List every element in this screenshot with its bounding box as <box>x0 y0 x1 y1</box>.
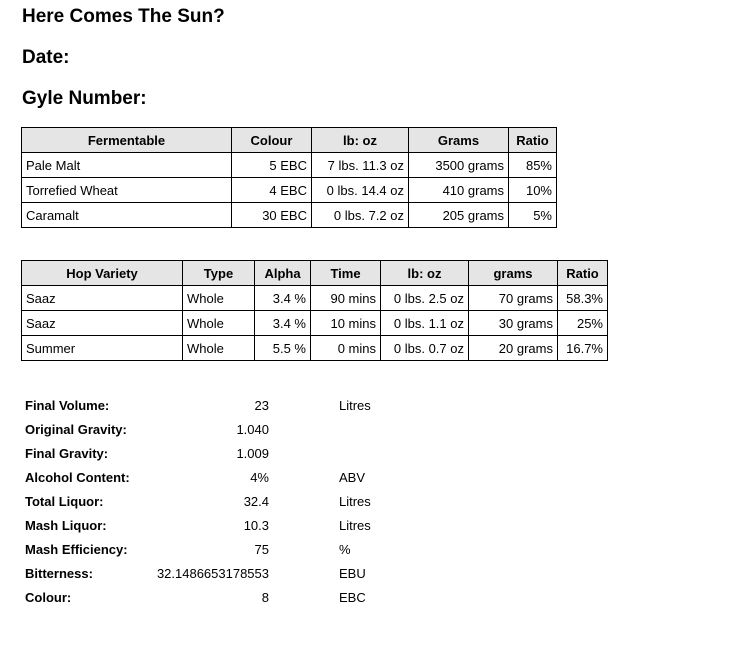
summary-row <box>21 393 375 417</box>
summary-label: Final Gravity: <box>25 445 109 461</box>
summary-row <box>21 537 375 561</box>
summary-row <box>21 441 375 465</box>
fermentable-name: Pale Malt <box>22 153 232 178</box>
table-row <box>22 336 608 361</box>
table-row <box>22 178 557 203</box>
col-lb-oz: lb: oz <box>381 261 469 286</box>
hop-time: 10 mins <box>311 311 381 336</box>
gyle-number-label: Gyle Number: <box>22 88 147 109</box>
col-fermentable: Fermentable <box>22 128 232 153</box>
fermentable-name: Caramalt <box>22 203 232 228</box>
summary-value: 23 <box>254 397 269 413</box>
summary-label: Alcohol Content: <box>25 469 130 485</box>
hop-lb-oz: 0 lbs. 0.7 oz <box>381 336 469 361</box>
hop-ratio: 58.3% <box>558 286 608 311</box>
summary-label: Mash Efficiency: <box>25 541 128 557</box>
table-row <box>22 286 608 311</box>
table-row <box>22 203 557 228</box>
hop-time: 90 mins <box>311 286 381 311</box>
fermentable-ratio: 85% <box>509 153 557 178</box>
summary-unit: Litres <box>339 493 371 509</box>
summary-value: 32.1486653178553 <box>156 565 269 581</box>
col-grams: grams <box>469 261 558 286</box>
hops-header-row <box>22 261 608 286</box>
summary-unit: EBC <box>339 589 366 605</box>
fermentables-table <box>21 127 557 228</box>
fermentable-lb-oz: 0 lbs. 14.4 oz <box>312 178 409 203</box>
summary-label: Original Gravity: <box>25 421 127 437</box>
hop-alpha: 3.4 % <box>255 311 311 336</box>
fermentables-header-row <box>22 128 557 153</box>
hop-lb-oz: 0 lbs. 2.5 oz <box>381 286 469 311</box>
table-row <box>22 153 557 178</box>
fermentable-grams: 205 grams <box>409 203 509 228</box>
summary-label: Final Volume: <box>25 397 110 413</box>
hop-time: 0 mins <box>311 336 381 361</box>
summary-label: Bitterness: <box>25 565 93 581</box>
hop-lb-oz: 0 lbs. 1.1 oz <box>381 311 469 336</box>
hop-variety: Saaz <box>22 286 183 311</box>
hop-ratio: 16.7% <box>558 336 608 361</box>
col-time: Time <box>311 261 381 286</box>
hop-alpha: 3.4 % <box>255 286 311 311</box>
summary-unit: ABV <box>339 469 366 485</box>
col-grams: Grams <box>409 128 509 153</box>
fermentable-name: Torrefied Wheat <box>22 178 232 203</box>
col-hop-variety: Hop Variety <box>22 261 183 286</box>
summary-row <box>21 465 375 489</box>
hop-variety: Summer <box>22 336 183 361</box>
hop-type: Whole <box>183 311 255 336</box>
summary-value: 8 <box>261 589 269 605</box>
hop-grams: 70 grams <box>469 286 558 311</box>
hop-grams: 20 grams <box>469 336 558 361</box>
summary-row <box>21 585 375 609</box>
fermentable-colour: 4 EBC <box>232 178 312 203</box>
col-colour: Colour <box>232 128 312 153</box>
fermentable-ratio: 5% <box>509 203 557 228</box>
fermentable-lb-oz: 7 lbs. 11.3 oz <box>312 153 409 178</box>
summary-unit: Litres <box>339 517 371 533</box>
fermentable-lb-oz: 0 lbs. 7.2 oz <box>312 203 409 228</box>
summary-value: 1.040 <box>236 421 269 437</box>
summary-value: 1.009 <box>236 445 269 461</box>
recipe-title: Here Comes The Sun? <box>22 6 225 27</box>
hop-grams: 30 grams <box>469 311 558 336</box>
summary-unit <box>275 441 375 465</box>
fermentable-ratio: 10% <box>509 178 557 203</box>
summary-unit: % <box>339 541 351 557</box>
summary-value: 4% <box>250 469 269 485</box>
col-lb-oz: lb: oz <box>312 128 409 153</box>
summary-value: 32.4 <box>243 493 269 509</box>
hop-type: Whole <box>183 336 255 361</box>
hop-alpha: 5.5 % <box>255 336 311 361</box>
col-ratio: Ratio <box>558 261 608 286</box>
summary-value: 75 <box>254 541 269 557</box>
table-row <box>22 311 608 336</box>
summary-row <box>21 417 375 441</box>
col-alpha: Alpha <box>255 261 311 286</box>
fermentable-grams: 410 grams <box>409 178 509 203</box>
recipe-summary <box>21 393 375 609</box>
hop-variety: Saaz <box>22 311 183 336</box>
summary-row <box>21 561 375 585</box>
hop-type: Whole <box>183 286 255 311</box>
summary-label: Mash Liquor: <box>25 517 107 533</box>
col-type: Type <box>183 261 255 286</box>
summary-row <box>21 489 375 513</box>
hops-table <box>21 260 608 361</box>
fermentable-grams: 3500 grams <box>409 153 509 178</box>
fermentable-colour: 30 EBC <box>232 203 312 228</box>
hop-ratio: 25% <box>558 311 608 336</box>
summary-unit: Litres <box>339 397 371 413</box>
summary-label: Colour: <box>25 589 72 605</box>
summary-value: 10.3 <box>243 517 269 533</box>
fermentable-colour: 5 EBC <box>232 153 312 178</box>
date-label: Date: <box>22 47 70 68</box>
summary-row <box>21 513 375 537</box>
summary-label: Total Liquor: <box>25 493 104 509</box>
summary-unit: EBU <box>339 565 366 581</box>
col-ratio: Ratio <box>509 128 557 153</box>
summary-unit <box>275 417 375 441</box>
